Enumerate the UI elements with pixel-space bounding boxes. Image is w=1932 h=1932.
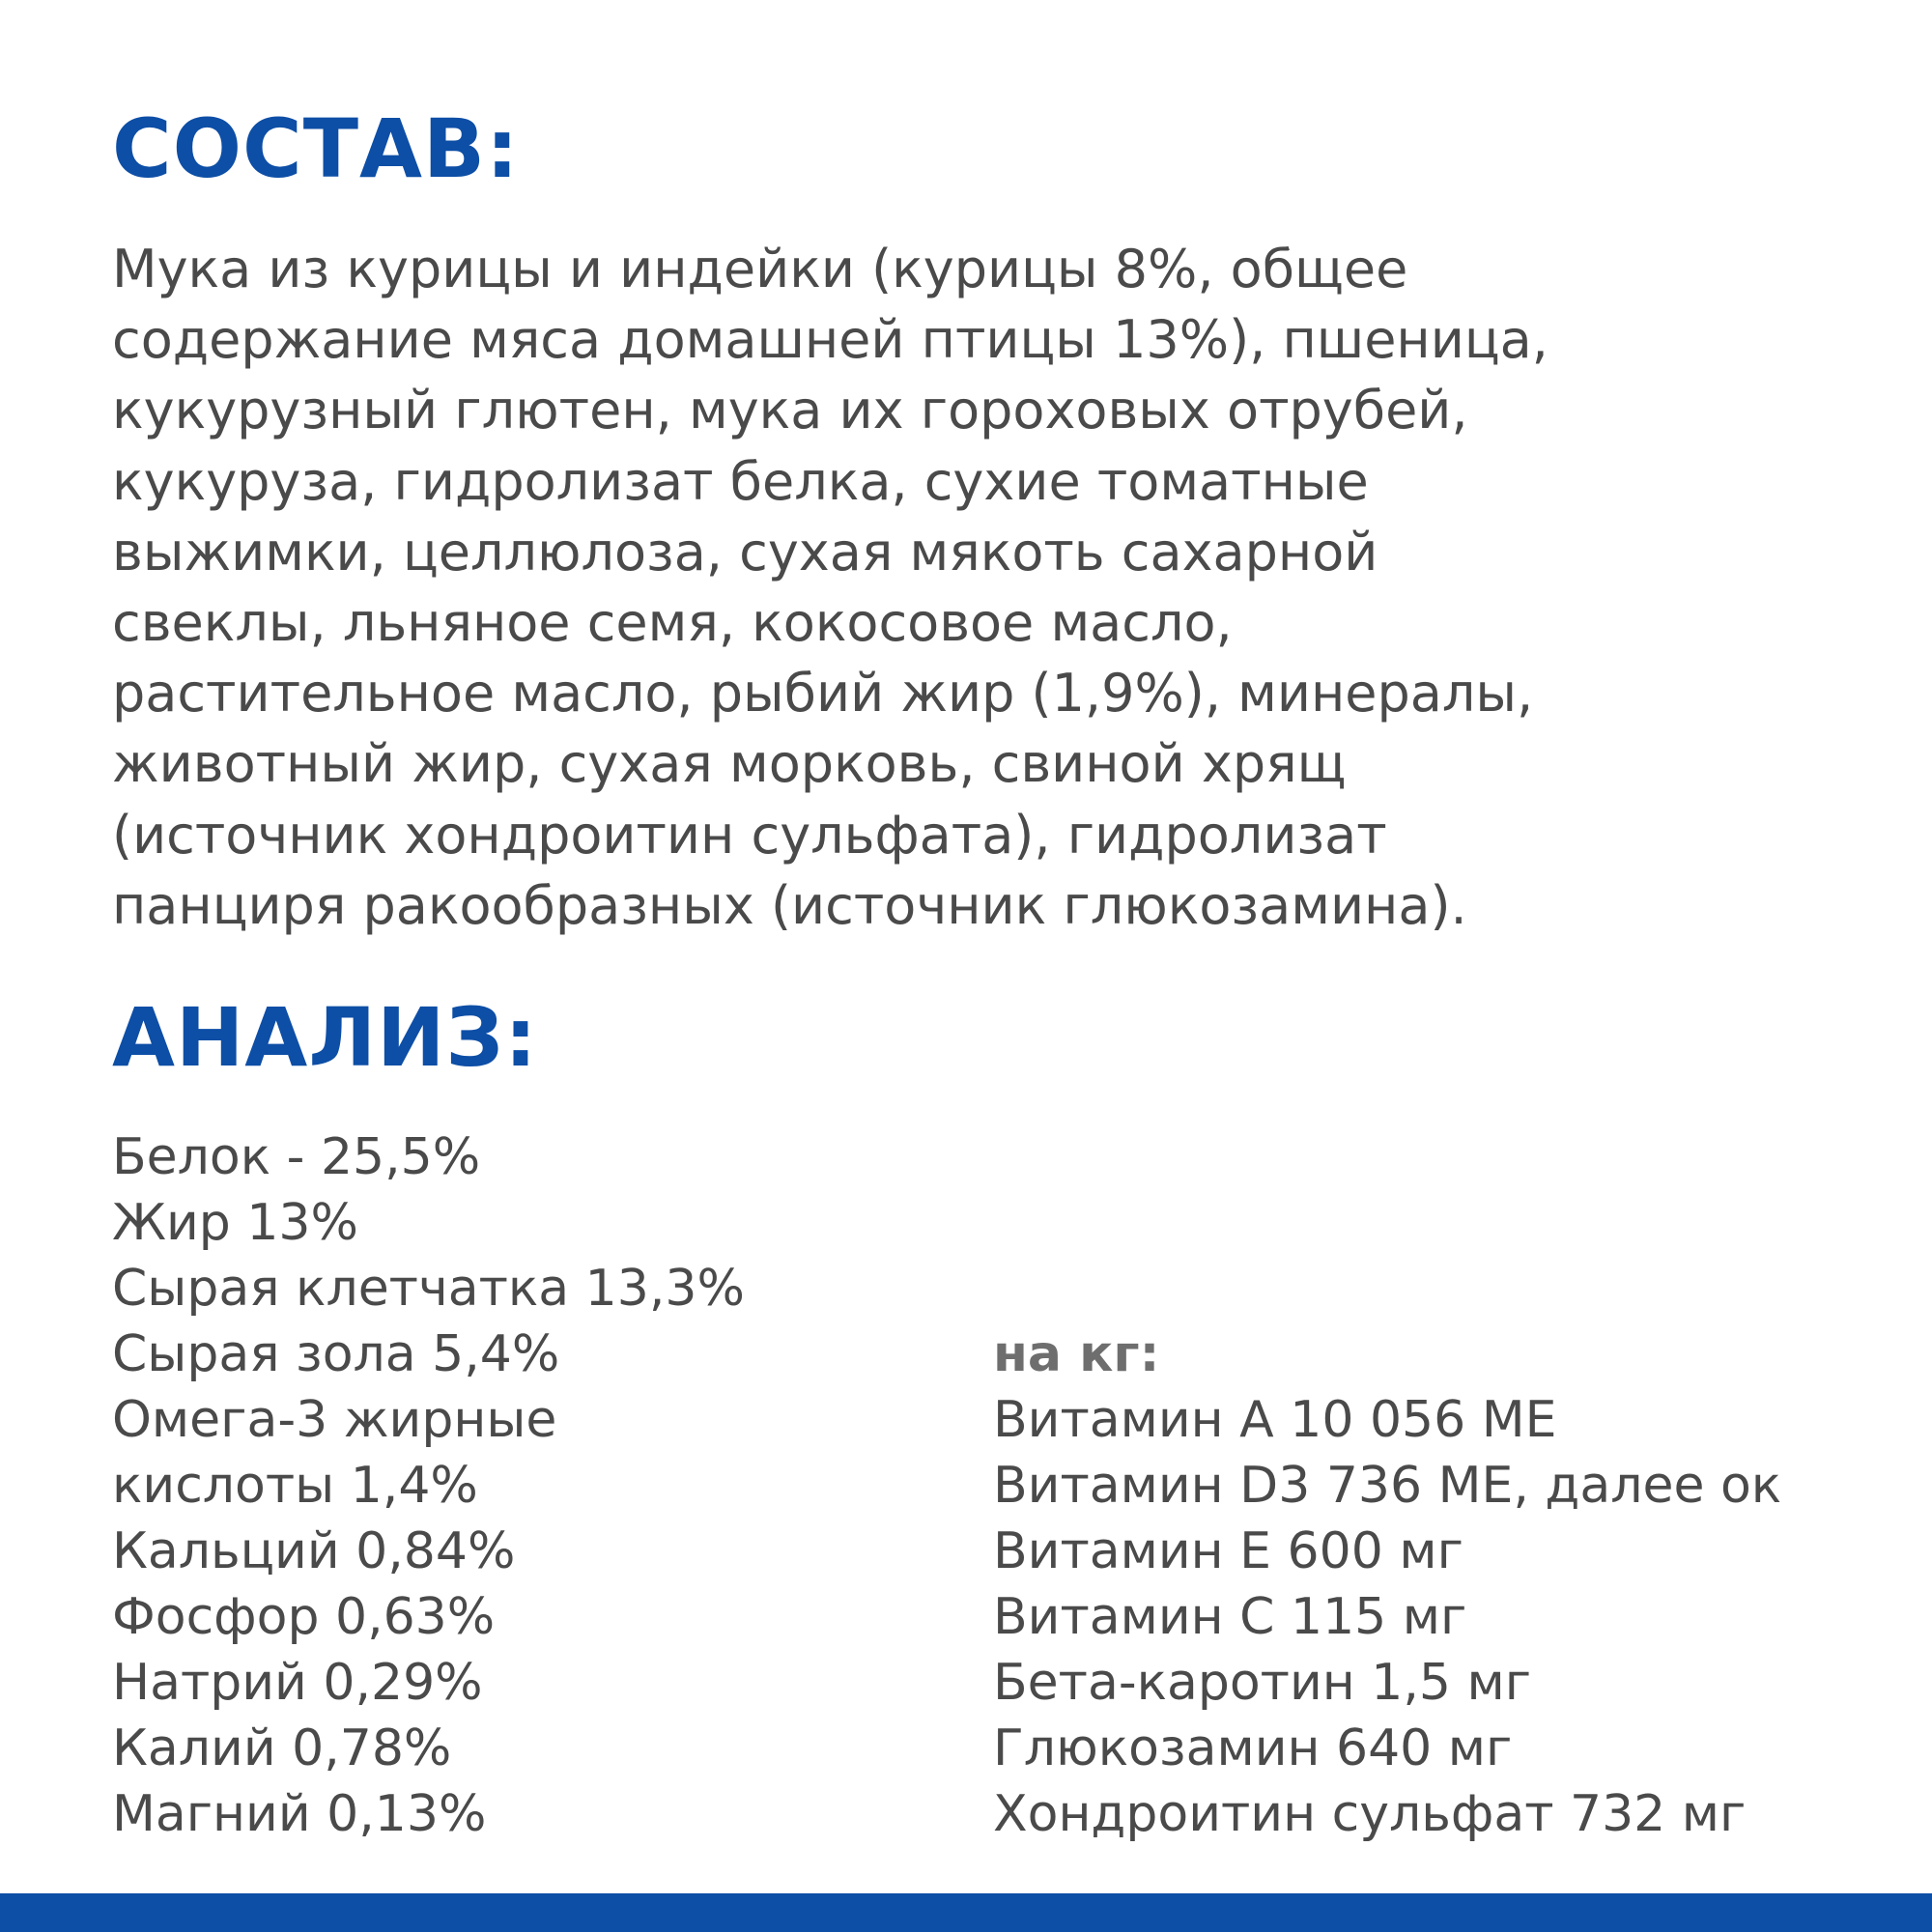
vitamin-item-a: Витамин А 10 056 МЕ xyxy=(993,1391,1557,1449)
analysis-item-calcium: Кальций 0,84% xyxy=(112,1522,516,1580)
composition-line: кукуруза, гидролизат белка, сухие томатные xyxy=(112,450,1369,512)
composition-line: содержание мяса домашней птицы 13%), пшеница, xyxy=(112,309,1548,371)
composition-line: животный жир, сухая морковь, свиной хрящ xyxy=(112,733,1347,795)
composition-heading: СОСТАВ: xyxy=(112,101,520,196)
composition-line: Мука из курицы и индейки (курицы 8%, общее xyxy=(112,239,1408,299)
analysis-item-phosphorus: Фосфор 0,63% xyxy=(112,1588,496,1646)
composition-line: (источник хондроитин сульфата), гидролизат xyxy=(112,804,1387,866)
per-kg-label: на кг: xyxy=(993,1325,1160,1383)
vitamin-item-c: Витамин С 115 мг xyxy=(993,1588,1467,1646)
analysis-item-potassium: Калий 0,78% xyxy=(112,1719,452,1777)
composition-text xyxy=(112,234,1909,941)
vitamin-list xyxy=(993,1387,1781,1847)
composition-line: растительное масло, рыбий жир (1,9%), минералы, xyxy=(112,663,1534,724)
composition-line: свеклы, льняное семя, кокосовое масло, xyxy=(112,592,1233,654)
analysis-item-fat: Жир 13% xyxy=(112,1194,358,1252)
analysis-item-sodium: Натрий 0,29% xyxy=(112,1654,483,1712)
analysis-item-omega3-acids: кислоты 1,4% xyxy=(112,1457,478,1515)
analysis-heading: АНАЛИЗ: xyxy=(112,990,538,1085)
vitamin-item-glucosamine: Глюкозамин 640 мг xyxy=(993,1719,1513,1777)
per-kg-section xyxy=(993,1321,1781,1847)
vitamin-item-d3: Витамин D3 736 МЕ, далее ок xyxy=(993,1457,1782,1515)
analysis-item-crude-fiber: Сырая клетчатка 13,3% xyxy=(112,1260,745,1318)
analysis-item-omega3: Омега-3 жирные xyxy=(112,1391,557,1449)
composition-line: панциря ракообразных (источник глюкозамина). xyxy=(112,874,1467,936)
vitamin-item-chondroitin: Хондроитин сульфат 732 мг xyxy=(993,1785,1747,1843)
composition-line: выжимки, целлюлоза, сухая мякоть сахарной xyxy=(112,521,1378,582)
analysis-list xyxy=(112,1124,745,1847)
composition-line: кукурузный глютен, мука их гороховых отрубей, xyxy=(112,380,1468,441)
analysis-item-protein: Белок - 25,5% xyxy=(112,1128,481,1186)
vitamin-item-e: Витамин Е 600 мг xyxy=(993,1522,1463,1580)
bottom-bar xyxy=(0,1893,1932,1932)
vitamin-item-beta-carotene: Бета-каротин 1,5 мг xyxy=(993,1654,1532,1712)
analysis-item-magnesium: Магний 0,13% xyxy=(112,1785,487,1843)
analysis-item-crude-ash: Сырая зола 5,4% xyxy=(112,1325,560,1383)
